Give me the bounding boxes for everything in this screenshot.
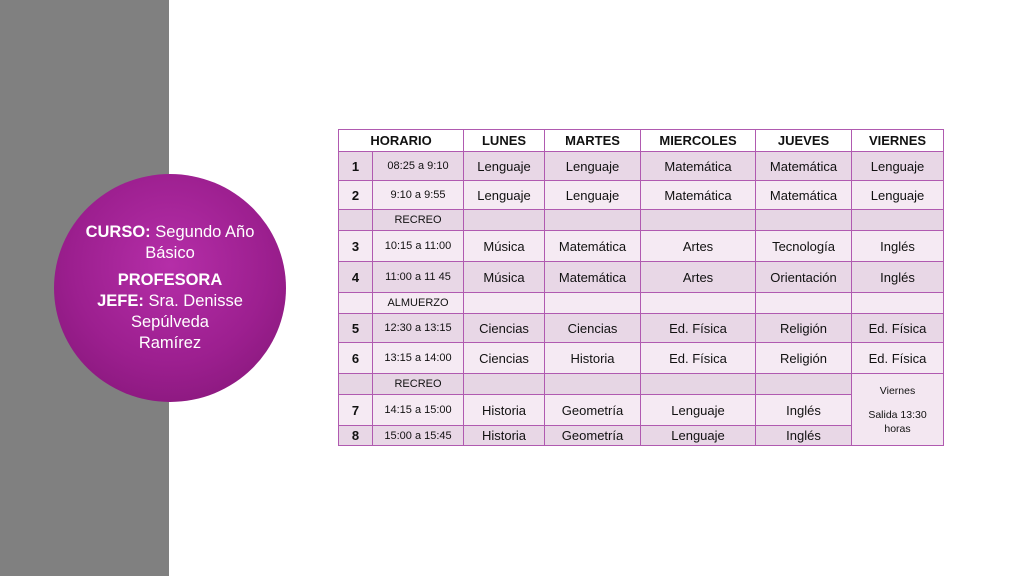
period-number: 6 (339, 343, 373, 374)
subject-cell: Artes (641, 231, 756, 262)
course-value: Segundo Año Básico (145, 223, 255, 262)
table-row (339, 181, 944, 210)
subject-cell: Matemática (756, 181, 852, 210)
subject-cell: Ed. Física (641, 343, 756, 374)
break-cell (339, 374, 373, 395)
subject-cell: Lenguaje (545, 181, 641, 210)
subject-cell: Lenguaje (545, 152, 641, 181)
subject-cell: Lenguaje (641, 395, 756, 426)
subject-cell: Religión (756, 343, 852, 374)
period-number: 5 (339, 314, 373, 343)
period-time: 12:30 a 13:15 (373, 314, 464, 343)
subject-cell: Ed. Física (852, 343, 944, 374)
header-lunes: LUNES (464, 130, 545, 152)
break-row (339, 293, 944, 314)
table-row (339, 314, 944, 343)
subject-cell: Inglés (852, 231, 944, 262)
subject-cell: Artes (641, 262, 756, 293)
friday-note-hours: horas (884, 422, 911, 435)
header-jueves: JUEVES (756, 130, 852, 152)
break-cell (464, 210, 545, 231)
subject-cell: Matemática (545, 262, 641, 293)
teacher-label-1: PROFESORA (117, 271, 223, 289)
subject-cell: Historia (464, 426, 545, 446)
break-label: RECREO (373, 210, 464, 231)
subject-cell: Lenguaje (852, 181, 944, 210)
subject-cell: Lenguaje (641, 426, 756, 446)
friday-note-day: Viernes (879, 384, 916, 397)
break-cell (852, 210, 944, 231)
subject-cell: Ciencias (464, 314, 545, 343)
table-row (339, 262, 944, 293)
break-cell (852, 293, 944, 314)
subject-cell: Geometría (545, 426, 641, 446)
break-cell (464, 374, 545, 395)
subject-cell: Historia (545, 343, 641, 374)
period-time: 9:10 a 9:55 (373, 181, 464, 210)
teacher-name-3: Ramírez (138, 334, 202, 352)
course-label: CURSO: (85, 223, 151, 241)
table-row (339, 343, 944, 374)
break-cell (545, 293, 641, 314)
subject-cell: Inglés (852, 262, 944, 293)
subject-cell: Inglés (756, 426, 852, 446)
subject-cell: Orientación (756, 262, 852, 293)
subject-cell: Matemática (756, 152, 852, 181)
friday-note-exit: Salida 13:30 (868, 408, 927, 421)
break-cell (641, 210, 756, 231)
teacher-label-2: JEFE: (97, 292, 144, 310)
subject-cell: Matemática (545, 231, 641, 262)
subject-cell: Lenguaje (464, 181, 545, 210)
subject-cell: Geometría (545, 395, 641, 426)
friday-exit-note (852, 374, 944, 446)
break-cell (756, 210, 852, 231)
break-cell (464, 293, 545, 314)
table-row (339, 152, 944, 181)
subject-cell: Matemática (641, 152, 756, 181)
subject-cell: Ciencias (464, 343, 545, 374)
subject-cell: Música (464, 262, 545, 293)
break-cell (756, 293, 852, 314)
break-cell (339, 210, 373, 231)
period-time: 11:00 a 11 45 (373, 262, 464, 293)
period-time: 15:00 a 15:45 (373, 426, 464, 446)
schedule-table (338, 129, 944, 446)
period-number: 1 (339, 152, 373, 181)
subject-cell: Ed. Física (852, 314, 944, 343)
header-miercoles: MIERCOLES (641, 130, 756, 152)
period-time: 14:15 a 15:00 (373, 395, 464, 426)
table-row (339, 231, 944, 262)
teacher-line (70, 270, 270, 354)
period-number: 4 (339, 262, 373, 293)
subject-cell: Lenguaje (852, 152, 944, 181)
period-number: 8 (339, 426, 373, 446)
break-cell (545, 210, 641, 231)
teacher-name-1: Sra. Denisse (148, 292, 243, 310)
subject-cell: Ed. Física (641, 314, 756, 343)
break-row (339, 374, 944, 395)
header-martes: MARTES (545, 130, 641, 152)
period-number: 3 (339, 231, 373, 262)
break-cell (641, 293, 756, 314)
period-time: 10:15 a 11:00 (373, 231, 464, 262)
break-cell (545, 374, 641, 395)
subject-cell: Historia (464, 395, 545, 426)
header-viernes: VIERNES (852, 130, 944, 152)
teacher-name-2: Sepúlveda (131, 313, 209, 331)
period-time: 08:25 a 9:10 (373, 152, 464, 181)
course-line (70, 222, 270, 264)
break-cell (756, 374, 852, 395)
subject-cell: Ciencias (545, 314, 641, 343)
break-row (339, 210, 944, 231)
break-cell (339, 293, 373, 314)
subject-cell: Matemática (641, 181, 756, 210)
break-label: RECREO (373, 374, 464, 395)
subject-cell: Lenguaje (464, 152, 545, 181)
period-number: 2 (339, 181, 373, 210)
subject-cell: Tecnología (756, 231, 852, 262)
subject-cell: Música (464, 231, 545, 262)
course-info-circle (54, 174, 286, 402)
period-time: 13:15 a 14:00 (373, 343, 464, 374)
period-number: 7 (339, 395, 373, 426)
break-cell (641, 374, 756, 395)
subject-cell: Religión (756, 314, 852, 343)
header-row (339, 130, 944, 152)
header-horario: HORARIO (339, 130, 464, 152)
break-label: ALMUERZO (373, 293, 464, 314)
subject-cell: Inglés (756, 395, 852, 426)
